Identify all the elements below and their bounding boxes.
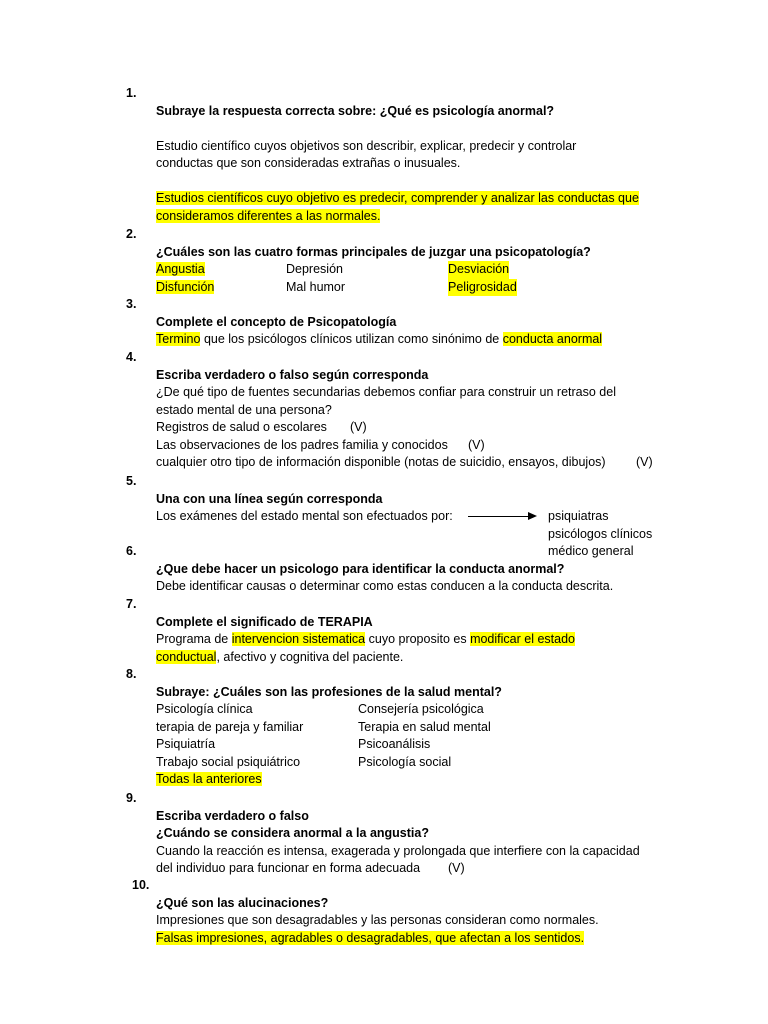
question-text: Una con una línea según corresponda	[156, 491, 383, 506]
option-text: Trabajo social psiquiátrico	[156, 754, 301, 769]
option-text: Psicología clínica	[156, 702, 253, 716]
question-number: 9.	[126, 791, 137, 805]
highlighted-answer: Desviación	[448, 261, 509, 279]
highlighted-answer: Termino	[156, 332, 201, 346]
connector-line	[468, 516, 532, 517]
question-4	[0, 349, 768, 469]
question-text: Complete el significado de TERAPIA	[156, 614, 373, 629]
answer-text: Cuando la reacción es intensa, exagerada y prolongada que interfiere con la capacidad	[156, 843, 640, 858]
option-text: Mal humor	[286, 279, 346, 294]
option-text: Psicoanálisis	[358, 737, 431, 751]
match-option: psiquiatras	[548, 509, 609, 523]
option-text: conductas que son consideradas extrañas o inusuales.	[156, 156, 461, 170]
option-text: Psicología social	[358, 754, 452, 769]
item-text: Las observaciones de los padres familia y conocidos	[156, 437, 448, 452]
question-number: 4.	[126, 350, 137, 364]
question-7	[0, 596, 768, 664]
question-8	[0, 666, 768, 786]
answer-text: cuyo proposito es	[365, 632, 471, 646]
true-false-mark: (V)	[448, 861, 465, 875]
arrow-icon	[528, 512, 537, 520]
item-text: cualquier otro tipo de información disponible (notas de suicidio, ensayos, dibujos)	[156, 455, 606, 469]
question-text: Escriba verdadero o falso según corresponda	[156, 367, 429, 382]
question-3	[0, 296, 768, 346]
highlighted-answer: modificar el estado	[470, 632, 575, 646]
answer-text: Programa de	[156, 632, 232, 646]
question-text: ¿Que debe hacer un psicologo para identificar la conducta anormal?	[156, 561, 565, 576]
question-text: Complete el concepto de Psicopatología	[156, 314, 397, 329]
option-text: Impresiones que son desagradables y las personas consideran como normales.	[156, 913, 599, 927]
highlighted-answer: Disfunción	[156, 279, 215, 294]
question-number: 8.	[126, 667, 137, 681]
question-number: 3.	[126, 297, 137, 311]
answer-text: del individuo para funcionar en forma adecuada	[156, 861, 421, 875]
question-10	[0, 877, 768, 945]
true-false-mark: (V)	[350, 420, 367, 434]
question-1	[0, 85, 768, 223]
question-number: 5.	[126, 474, 137, 488]
match-option: psicólogos clínicos	[548, 526, 653, 541]
question-text: ¿Cuándo se considera anormal a la angustia?	[156, 826, 429, 840]
option-text: Depresión	[286, 262, 343, 276]
question-text: ¿Qué son las alucinaciones?	[156, 895, 329, 910]
question-2	[0, 226, 768, 294]
highlighted-answer: consideramos diferentes a las normales.	[156, 208, 381, 223]
question-text: Los exámenes del estado mental son efectuados por:	[156, 509, 453, 523]
highlighted-answer: Falsas impresiones, agradables o desagradables, que afectan a los sentidos.	[156, 930, 585, 945]
highlighted-answer: conducta anormal	[502, 332, 603, 346]
answer-text: , afectivo y cognitiva del paciente.	[216, 649, 404, 664]
item-text: Registros de salud o escolares	[156, 420, 327, 434]
question-number: 2.	[126, 227, 137, 241]
highlighted-answer: Peligrosidad	[448, 279, 517, 297]
true-false-mark: (V)	[636, 455, 653, 469]
question-6	[0, 543, 768, 593]
option-text: Estudio científico cuyos objetivos son describir, explicar, predecir y controlar	[156, 138, 577, 153]
option-text: Terapia en salud mental	[358, 719, 491, 734]
question-text: ¿Cuáles son las cuatro formas principales de juzgar una psicopatología?	[156, 244, 591, 259]
question-text: Subraye: ¿Cuáles son las profesiones de la salud mental?	[156, 684, 502, 699]
question-number: 10.	[132, 878, 150, 892]
option-text: Consejería psicológica	[358, 702, 484, 716]
highlighted-answer: Estudios científicos cuyo objetivo es predecir, comprender y analizar las conductas que	[156, 191, 639, 205]
question-number: 7.	[126, 597, 137, 611]
answer-text: que los psicólogos clínicos utilizan como sinónimo de	[200, 332, 503, 346]
question-5	[0, 473, 768, 558]
question-number: 1.	[126, 86, 137, 100]
question-number: 6.	[126, 544, 137, 558]
highlighted-answer: Todas la anteriores	[156, 772, 262, 786]
highlighted-answer: conductual	[156, 649, 217, 664]
question-text: estado mental de una persona?	[156, 402, 332, 417]
highlighted-answer: intervencion sistematica	[231, 632, 366, 646]
question-9	[0, 790, 768, 875]
highlighted-answer: Angustia	[156, 262, 205, 276]
answer-text: Debe identificar causas o determinar como estas conducen a la conducta descrita.	[156, 579, 614, 593]
question-text: Subraye la respuesta correcta sobre: ¿Qué es psicología anormal?	[156, 103, 555, 118]
true-false-mark: (V)	[468, 437, 485, 452]
question-text: ¿De qué tipo de fuentes secundarias debemos confiar para construir un retraso del	[156, 385, 616, 399]
question-text: Escriba verdadero o falso	[156, 808, 309, 823]
option-text: terapia de pareja y familiar	[156, 719, 304, 734]
match-option: médico general	[548, 544, 634, 558]
option-text: Psiquiatría	[156, 737, 216, 751]
